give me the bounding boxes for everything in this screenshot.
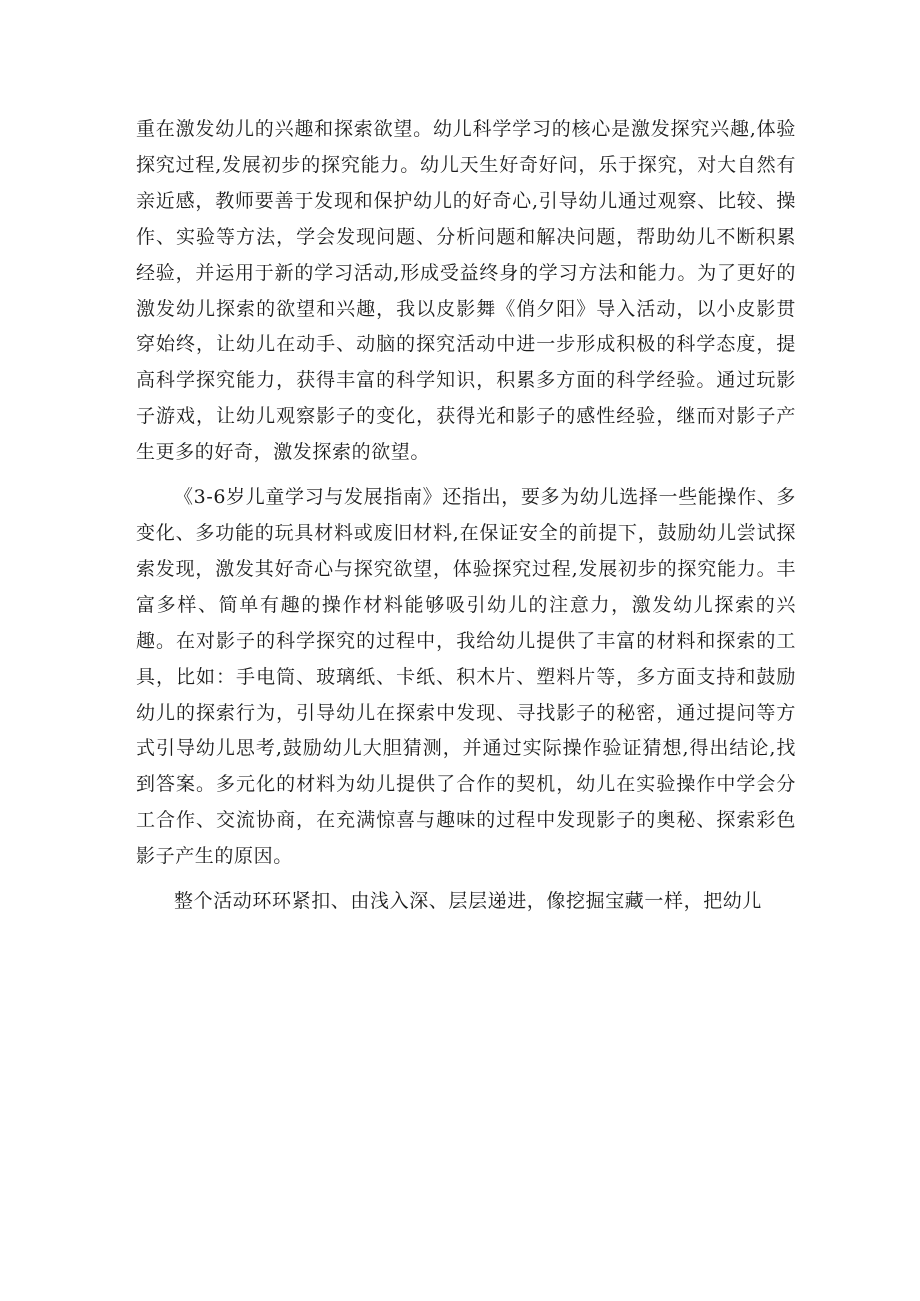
paragraph-1: 重在激发幼儿的兴趣和探索欲望。幼儿科学学习的核心是激发探究兴趣,体验探究过程,发展初步的探究能力。幼儿天生好奇好问，乐于探究，对大自然有亲近感，教师要善于发现和保护幼儿的好奇心,引导幼儿通过观察、比较、操作、实验等方法，学会发现问题、分析问题和解决问题，帮助幼儿不断积累经验，并运用于新的学习活动,形成受益终身的学习方法和能力。为了更好的激发幼儿探索的欲望和兴趣，我以皮影舞《俏夕阳》导入活动，以小皮影贯穿始终，让幼儿在动手、动脑的探究活动中进一步形成积极的科学态度，提高科学探究能力，获得丰富的科学知识，积累多方面的科学经验。通过玩影子游戏，让幼儿观察影子的变化，获得光和影子的感性经验，继而对影子产生更多的好奇，激发探索的欲望。 [136, 118, 796, 464]
document-body [136, 112, 796, 920]
paragraph-3: 整个活动环环紧扣、由浅入深、层层递进，像挖掘宝藏一样，把幼儿 [174, 890, 763, 913]
paragraph-2: 《3-6岁儿童学习与发展指南》还指出，要多为幼儿选择一些能操作、多变化、多功能的玩具材料或废旧材料,在保证安全的前提下，鼓励幼儿尝试探索发现，激发其好奇心与探究欲望，体验探究过程,发展初步的探究能力。丰富多样、简单有趣的操作材料能够吸引幼儿的注意力，激发幼儿探索的兴趣。在对影子的科学探究的过程中，我给幼儿提供了丰富的材料和探索的工具，比如：手电筒、玻璃纸、卡纸、积木片、塑料片等，多方面支持和鼓励幼儿的探索行为，引导幼儿在探索中发现、寻找影子的秘密，通过提问等方式引导幼儿思考,鼓励幼儿大胆猜测，并通过实际操作验证猜想,得出结论,找到答案。多元化的材料为幼儿提供了合作的契机，幼儿在实验操作中学会分工合作、交流协商，在充满惊喜与趣味的过程中发现影子的奥秘、探索彩色影子产生的原因。 [136, 486, 796, 868]
